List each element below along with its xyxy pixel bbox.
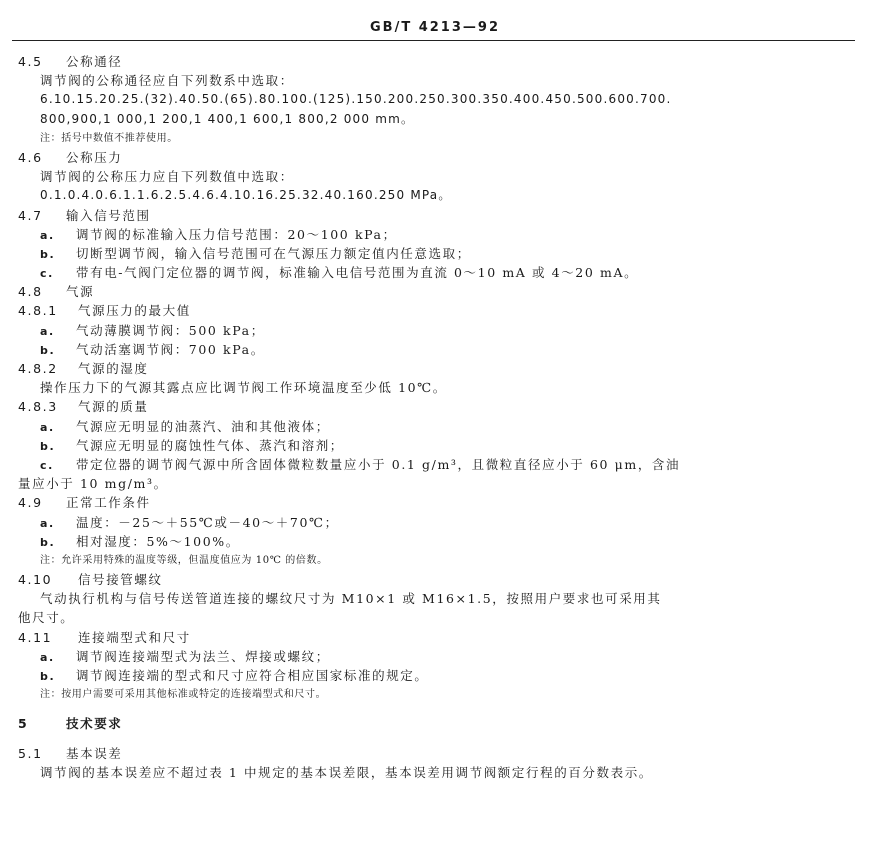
section-number: 4.10 — [18, 572, 53, 588]
item-text: 气动活塞调节阀：700 kPa。 — [76, 341, 265, 357]
item-label: a. — [40, 650, 55, 664]
section-5-heading — [18, 714, 858, 733]
item-label: b. — [40, 247, 56, 261]
document-body — [18, 52, 858, 782]
section-number: 5.1 — [18, 745, 43, 761]
section-4-7-heading — [18, 206, 858, 225]
list-item — [18, 417, 858, 436]
item-text: 带定位器的调节阀气源中所含固体微粒数量应小于 0.1 g/m³，且微粒直径应小于 60 μm，含油 — [76, 456, 681, 472]
section-title: 公称通径 — [66, 54, 123, 69]
list-item — [18, 263, 858, 282]
paragraph: 气动执行机构与信号传送管道连接的螺纹尺寸为 M10×1 或 M16×1.5，按照用户要求也可采用其 — [40, 591, 662, 607]
section-4-5-heading — [18, 52, 858, 71]
item-label: b. — [40, 670, 56, 683]
section-title: 气源的质量 — [78, 399, 149, 415]
item-text: 调节阀连接端的型式和尺寸应符合相应国家标准的规定。 — [76, 668, 429, 683]
section-title: 气源的湿度 — [78, 361, 149, 376]
note: 注：允许采用特殊的温度等级，但温度值应为 10℃ 的倍数。 — [40, 554, 328, 566]
section-title: 信号接管螺纹 — [78, 572, 163, 588]
item-text: 切断型调节阀，输入信号范围可在气源压力额定值内任意选取； — [76, 245, 471, 261]
note: 注：括号中数值不推荐使用。 — [40, 132, 178, 144]
section-number: 4.8.3 — [18, 399, 58, 415]
section-title: 正常工作条件 — [66, 495, 151, 511]
section-number: 4.8.1 — [18, 303, 58, 319]
list-item — [18, 666, 858, 685]
paragraph: 操作压力下的气源其露点应比调节阀工作环境温度至少低 10℃。 — [40, 380, 447, 396]
item-text: 气动薄膜调节阀：500 kPa； — [76, 322, 265, 338]
section-title: 连接端型式和尺寸 — [78, 629, 191, 645]
item-text: 气源应无明显的腐蚀性气体、蒸汽和溶剂； — [76, 437, 344, 453]
section-title: 输入信号范围 — [66, 207, 151, 223]
list-item — [18, 225, 858, 244]
section-title: 气源 — [66, 284, 95, 300]
item-text: 调节阀连接端型式为法兰、焊接或螺纹； — [76, 648, 330, 664]
item-label: c. — [40, 267, 54, 281]
item-text: 相对湿度：5%～100%。 — [76, 533, 240, 549]
section-number: 4.8.2 — [18, 361, 58, 376]
section-title: 技术要求 — [66, 716, 123, 732]
item-text: 温度：－25～＋55℃或－40～＋70℃； — [76, 514, 339, 530]
section-title: 基本误差 — [66, 745, 123, 761]
list-item — [18, 436, 858, 455]
item-text: 气源应无明显的油蒸汽、油和其他液体； — [76, 418, 330, 434]
item-label: c. — [40, 458, 54, 472]
section-5-1-heading — [18, 744, 858, 763]
paragraph: 调节阀的公称通径应自下列数系中选取： — [40, 73, 294, 89]
section-4-8-3-heading — [18, 397, 858, 416]
item-text: 调节阀的标准输入压力信号范围：20～100 kPa； — [76, 226, 397, 242]
section-number: 4.7 — [18, 207, 43, 223]
section-number: 4.9 — [18, 495, 43, 511]
paragraph-continuation: 量应小于 10 mg/m³。 — [18, 476, 168, 492]
note: 注：按用户需要可采用其他标准或特定的连接端型式和尺寸。 — [40, 689, 327, 701]
item-label: a. — [40, 228, 55, 242]
section-number: 4.5 — [18, 54, 43, 69]
list-item — [18, 455, 858, 474]
section-number: 4.6 — [18, 149, 43, 165]
list-item — [18, 244, 858, 263]
section-number: 4.11 — [18, 629, 53, 645]
paragraph: 6.10.15.20.25.(32).40.50.(65).80.100.(125).150.200.250.300.350.400.450.500.600.700. — [40, 92, 672, 107]
item-label: a. — [40, 516, 55, 530]
section-4-8-1-heading — [18, 301, 858, 320]
section-title: 公称压力 — [66, 149, 123, 165]
section-4-8-heading — [18, 282, 858, 301]
list-item — [18, 532, 858, 551]
section-number: 4.8 — [18, 284, 43, 300]
section-number: 5 — [18, 716, 29, 732]
paragraph: 调节阀的基本误差应不超过表 1 中规定的基本误差限，基本误差用调节阀额定行程的百分数表示。 — [40, 764, 653, 780]
paragraph-continuation: 他尺寸。 — [18, 610, 75, 626]
section-title: 气源压力的最大值 — [78, 303, 191, 319]
list-item — [18, 340, 858, 359]
item-label: a. — [40, 420, 55, 434]
header-rule — [12, 40, 855, 41]
list-item — [18, 513, 858, 532]
paragraph: 0.1.0.4.0.6.1.1.6.2.5.4.6.4.10.16.25.32.40.160.250 MPa。 — [40, 188, 452, 203]
section-4-6-heading — [18, 148, 858, 167]
item-text: 带有电-气阀门定位器的调节阀，标准输入电信号范围为直流 0～10 mA 或 4～20 mA。 — [76, 265, 639, 281]
section-4-9-heading — [18, 493, 858, 512]
paragraph: 800,900,1 000,1 200,1 400,1 600,1 800,2 000 mm。 — [40, 111, 415, 126]
item-label: b. — [40, 439, 56, 453]
section-4-8-2-heading — [18, 359, 858, 378]
list-item — [18, 647, 858, 666]
section-4-11-heading — [18, 628, 858, 647]
paragraph: 调节阀的公称压力应自下列数值中选取： — [40, 169, 294, 185]
item-label: b. — [40, 343, 56, 357]
section-4-10-heading — [18, 570, 858, 589]
item-label: a. — [40, 324, 55, 338]
standard-header: GB/T 4213—92 — [370, 20, 500, 35]
list-item — [18, 321, 858, 340]
item-label: b. — [40, 535, 56, 549]
